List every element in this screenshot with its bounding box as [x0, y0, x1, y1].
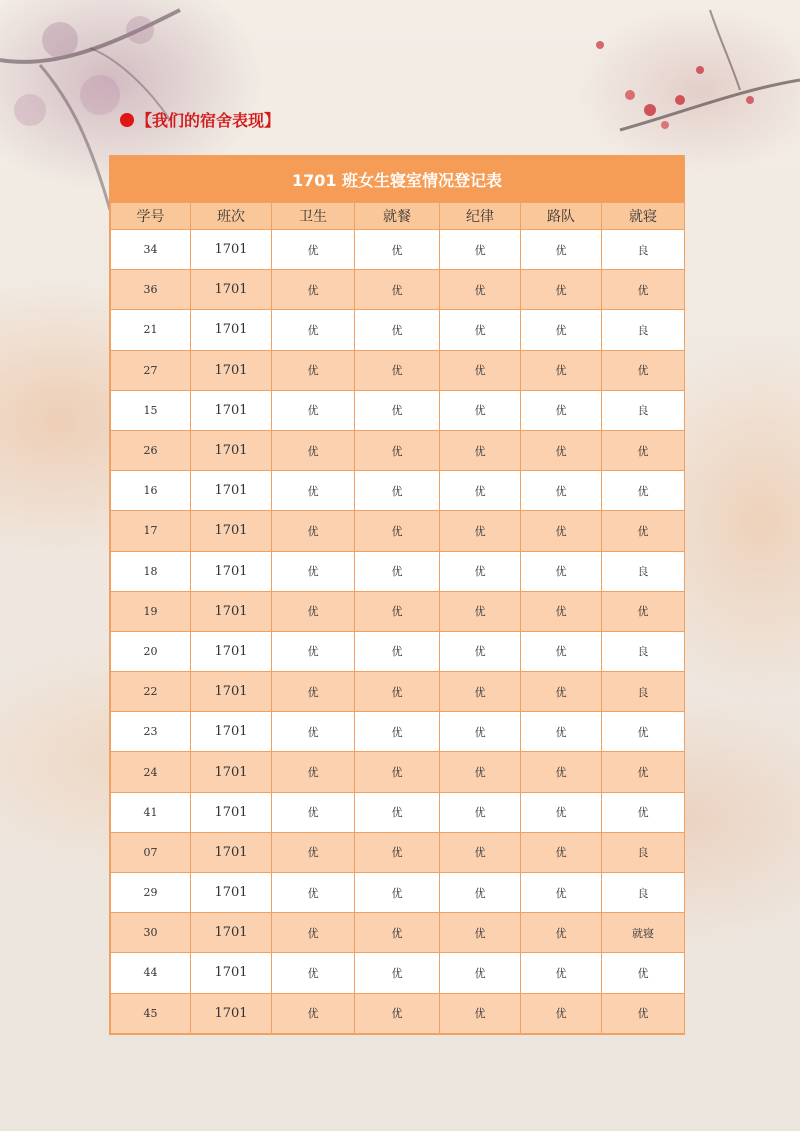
cell-discipline: 优 — [440, 350, 521, 390]
cell-queue: 优 — [521, 832, 602, 872]
cell-student-id: 17 — [111, 511, 191, 551]
cell-bedtime: 优 — [602, 471, 685, 511]
cell-queue: 优 — [521, 953, 602, 993]
cell-bedtime: 优 — [602, 350, 685, 390]
cell-queue: 优 — [521, 430, 602, 470]
cell-dining: 优 — [355, 270, 440, 310]
cell-hygiene: 优 — [272, 390, 355, 430]
cell-hygiene: 优 — [272, 591, 355, 631]
cell-dining: 优 — [355, 631, 440, 671]
header-bedtime: 就寝 — [602, 203, 685, 230]
cell-class: 1701 — [191, 712, 272, 752]
cell-discipline: 优 — [440, 993, 521, 1033]
cell-discipline: 优 — [440, 832, 521, 872]
cell-queue: 优 — [521, 270, 602, 310]
cell-hygiene: 优 — [272, 270, 355, 310]
cell-class: 1701 — [191, 270, 272, 310]
cell-queue: 优 — [521, 792, 602, 832]
cell-hygiene: 优 — [272, 832, 355, 872]
cell-class: 1701 — [191, 350, 272, 390]
cell-dining: 优 — [355, 230, 440, 270]
cell-bedtime: 良 — [602, 310, 685, 350]
cell-bedtime: 良 — [602, 672, 685, 712]
cell-bedtime: 优 — [602, 712, 685, 752]
record-grid — [110, 202, 685, 1034]
dorm-record-table — [109, 155, 685, 1035]
cell-bedtime: 优 — [602, 953, 685, 993]
cell-dining: 优 — [355, 390, 440, 430]
cell-queue: 优 — [521, 511, 602, 551]
cell-queue: 优 — [521, 591, 602, 631]
cell-class: 1701 — [191, 390, 272, 430]
cell-class: 1701 — [191, 953, 272, 993]
cell-bedtime: 就寝 — [602, 913, 685, 953]
table-row — [111, 270, 685, 310]
table-row — [111, 792, 685, 832]
cell-bedtime: 优 — [602, 993, 685, 1033]
cell-bedtime: 良 — [602, 390, 685, 430]
table-row — [111, 230, 685, 270]
table-row — [111, 350, 685, 390]
cell-discipline: 优 — [440, 230, 521, 270]
cell-dining: 优 — [355, 712, 440, 752]
cell-hygiene: 优 — [272, 511, 355, 551]
cell-discipline: 优 — [440, 672, 521, 712]
cell-dining: 优 — [355, 511, 440, 551]
cell-hygiene: 优 — [272, 993, 355, 1033]
cell-student-id: 16 — [111, 471, 191, 511]
cell-student-id: 21 — [111, 310, 191, 350]
cell-queue: 优 — [521, 913, 602, 953]
cell-bedtime: 优 — [602, 511, 685, 551]
cell-class: 1701 — [191, 551, 272, 591]
cell-student-id: 23 — [111, 712, 191, 752]
cell-student-id: 45 — [111, 993, 191, 1033]
cell-dining: 优 — [355, 471, 440, 511]
table-row — [111, 551, 685, 591]
cell-hygiene: 优 — [272, 913, 355, 953]
table-row — [111, 631, 685, 671]
cell-discipline: 优 — [440, 551, 521, 591]
cell-student-id: 18 — [111, 551, 191, 591]
cell-discipline: 优 — [440, 390, 521, 430]
table-title: 1701 班女生寝室情况登记表 — [110, 156, 684, 202]
cell-class: 1701 — [191, 913, 272, 953]
cell-class: 1701 — [191, 511, 272, 551]
cell-discipline: 优 — [440, 430, 521, 470]
cell-hygiene: 优 — [272, 712, 355, 752]
cell-discipline: 优 — [440, 873, 521, 913]
cell-hygiene: 优 — [272, 350, 355, 390]
table-body — [111, 230, 685, 1034]
table-row — [111, 471, 685, 511]
table-row — [111, 672, 685, 712]
cell-queue: 优 — [521, 752, 602, 792]
cell-queue: 优 — [521, 712, 602, 752]
cell-dining: 优 — [355, 993, 440, 1033]
cell-queue: 优 — [521, 551, 602, 591]
cell-queue: 优 — [521, 390, 602, 430]
cell-hygiene: 优 — [272, 953, 355, 993]
cell-dining: 优 — [355, 591, 440, 631]
cell-dining: 优 — [355, 430, 440, 470]
cell-dining: 优 — [355, 752, 440, 792]
cell-class: 1701 — [191, 631, 272, 671]
cell-dining: 优 — [355, 672, 440, 712]
cell-dining: 优 — [355, 792, 440, 832]
cell-student-id: 15 — [111, 390, 191, 430]
cell-discipline: 优 — [440, 511, 521, 551]
header-row — [111, 203, 685, 230]
cell-class: 1701 — [191, 792, 272, 832]
cell-bedtime: 优 — [602, 270, 685, 310]
table-row — [111, 310, 685, 350]
cell-discipline: 优 — [440, 953, 521, 993]
cell-bedtime: 优 — [602, 430, 685, 470]
cell-student-id: 20 — [111, 631, 191, 671]
cell-hygiene: 优 — [272, 631, 355, 671]
cell-hygiene: 优 — [272, 310, 355, 350]
table-row — [111, 752, 685, 792]
table-row — [111, 953, 685, 993]
table-row — [111, 993, 685, 1033]
cell-discipline: 优 — [440, 792, 521, 832]
cell-hygiene: 优 — [272, 430, 355, 470]
cell-hygiene: 优 — [272, 752, 355, 792]
cell-student-id: 26 — [111, 430, 191, 470]
cell-hygiene: 优 — [272, 792, 355, 832]
cell-dining: 优 — [355, 913, 440, 953]
header-queue: 路队 — [521, 203, 602, 230]
cell-student-id: 29 — [111, 873, 191, 913]
cell-queue: 优 — [521, 471, 602, 511]
cell-discipline: 优 — [440, 591, 521, 631]
cell-bedtime: 良 — [602, 551, 685, 591]
section-heading-text: 【我们的宿舍表现】 — [136, 111, 281, 130]
cell-class: 1701 — [191, 993, 272, 1033]
cell-class: 1701 — [191, 471, 272, 511]
cell-discipline: 优 — [440, 631, 521, 671]
cell-class: 1701 — [191, 832, 272, 872]
cell-hygiene: 优 — [272, 873, 355, 913]
cell-dining: 优 — [355, 832, 440, 872]
cell-discipline: 优 — [440, 712, 521, 752]
cell-class: 1701 — [191, 873, 272, 913]
cell-bedtime: 良 — [602, 631, 685, 671]
table-row — [111, 712, 685, 752]
cell-student-id: 19 — [111, 591, 191, 631]
header-hygiene: 卫生 — [272, 203, 355, 230]
cell-discipline: 优 — [440, 270, 521, 310]
header-dining: 就餐 — [355, 203, 440, 230]
cell-student-id: 27 — [111, 350, 191, 390]
header-student-id: 学号 — [111, 203, 191, 230]
cell-queue: 优 — [521, 310, 602, 350]
cell-student-id: 44 — [111, 953, 191, 993]
cell-bedtime: 良 — [602, 873, 685, 913]
cell-student-id: 36 — [111, 270, 191, 310]
cell-student-id: 07 — [111, 832, 191, 872]
cell-class: 1701 — [191, 230, 272, 270]
cell-class: 1701 — [191, 752, 272, 792]
cell-hygiene: 优 — [272, 551, 355, 591]
table-row — [111, 591, 685, 631]
header-discipline: 纪律 — [440, 203, 521, 230]
cell-hygiene: 优 — [272, 471, 355, 511]
cell-dining: 优 — [355, 873, 440, 913]
cell-queue: 优 — [521, 230, 602, 270]
header-class: 班次 — [191, 203, 272, 230]
cell-bedtime: 优 — [602, 752, 685, 792]
cell-class: 1701 — [191, 672, 272, 712]
cell-student-id: 22 — [111, 672, 191, 712]
cell-queue: 优 — [521, 631, 602, 671]
cell-dining: 优 — [355, 953, 440, 993]
cell-student-id: 34 — [111, 230, 191, 270]
cell-bedtime: 优 — [602, 591, 685, 631]
cell-hygiene: 优 — [272, 672, 355, 712]
cell-discipline: 优 — [440, 913, 521, 953]
cell-queue: 优 — [521, 993, 602, 1033]
cell-bedtime: 良 — [602, 832, 685, 872]
cell-bedtime: 优 — [602, 792, 685, 832]
cell-queue: 优 — [521, 350, 602, 390]
blossom-branch-right-decoration — [540, 0, 800, 180]
table-row — [111, 390, 685, 430]
cell-student-id: 30 — [111, 913, 191, 953]
red-bullet-icon — [120, 113, 134, 127]
cell-queue: 优 — [521, 672, 602, 712]
cell-discipline: 优 — [440, 471, 521, 511]
cell-dining: 优 — [355, 551, 440, 591]
cell-dining: 优 — [355, 310, 440, 350]
cell-student-id: 24 — [111, 752, 191, 792]
cell-discipline: 优 — [440, 310, 521, 350]
table-row — [111, 511, 685, 551]
cell-student-id: 41 — [111, 792, 191, 832]
table-row — [111, 832, 685, 872]
table-row — [111, 913, 685, 953]
table-row — [111, 430, 685, 470]
cell-class: 1701 — [191, 310, 272, 350]
cell-class: 1701 — [191, 591, 272, 631]
cell-class: 1701 — [191, 430, 272, 470]
cell-bedtime: 良 — [602, 230, 685, 270]
cell-hygiene: 优 — [272, 230, 355, 270]
cell-dining: 优 — [355, 350, 440, 390]
cell-queue: 优 — [521, 873, 602, 913]
cell-discipline: 优 — [440, 752, 521, 792]
section-heading — [120, 108, 280, 131]
table-row — [111, 873, 685, 913]
